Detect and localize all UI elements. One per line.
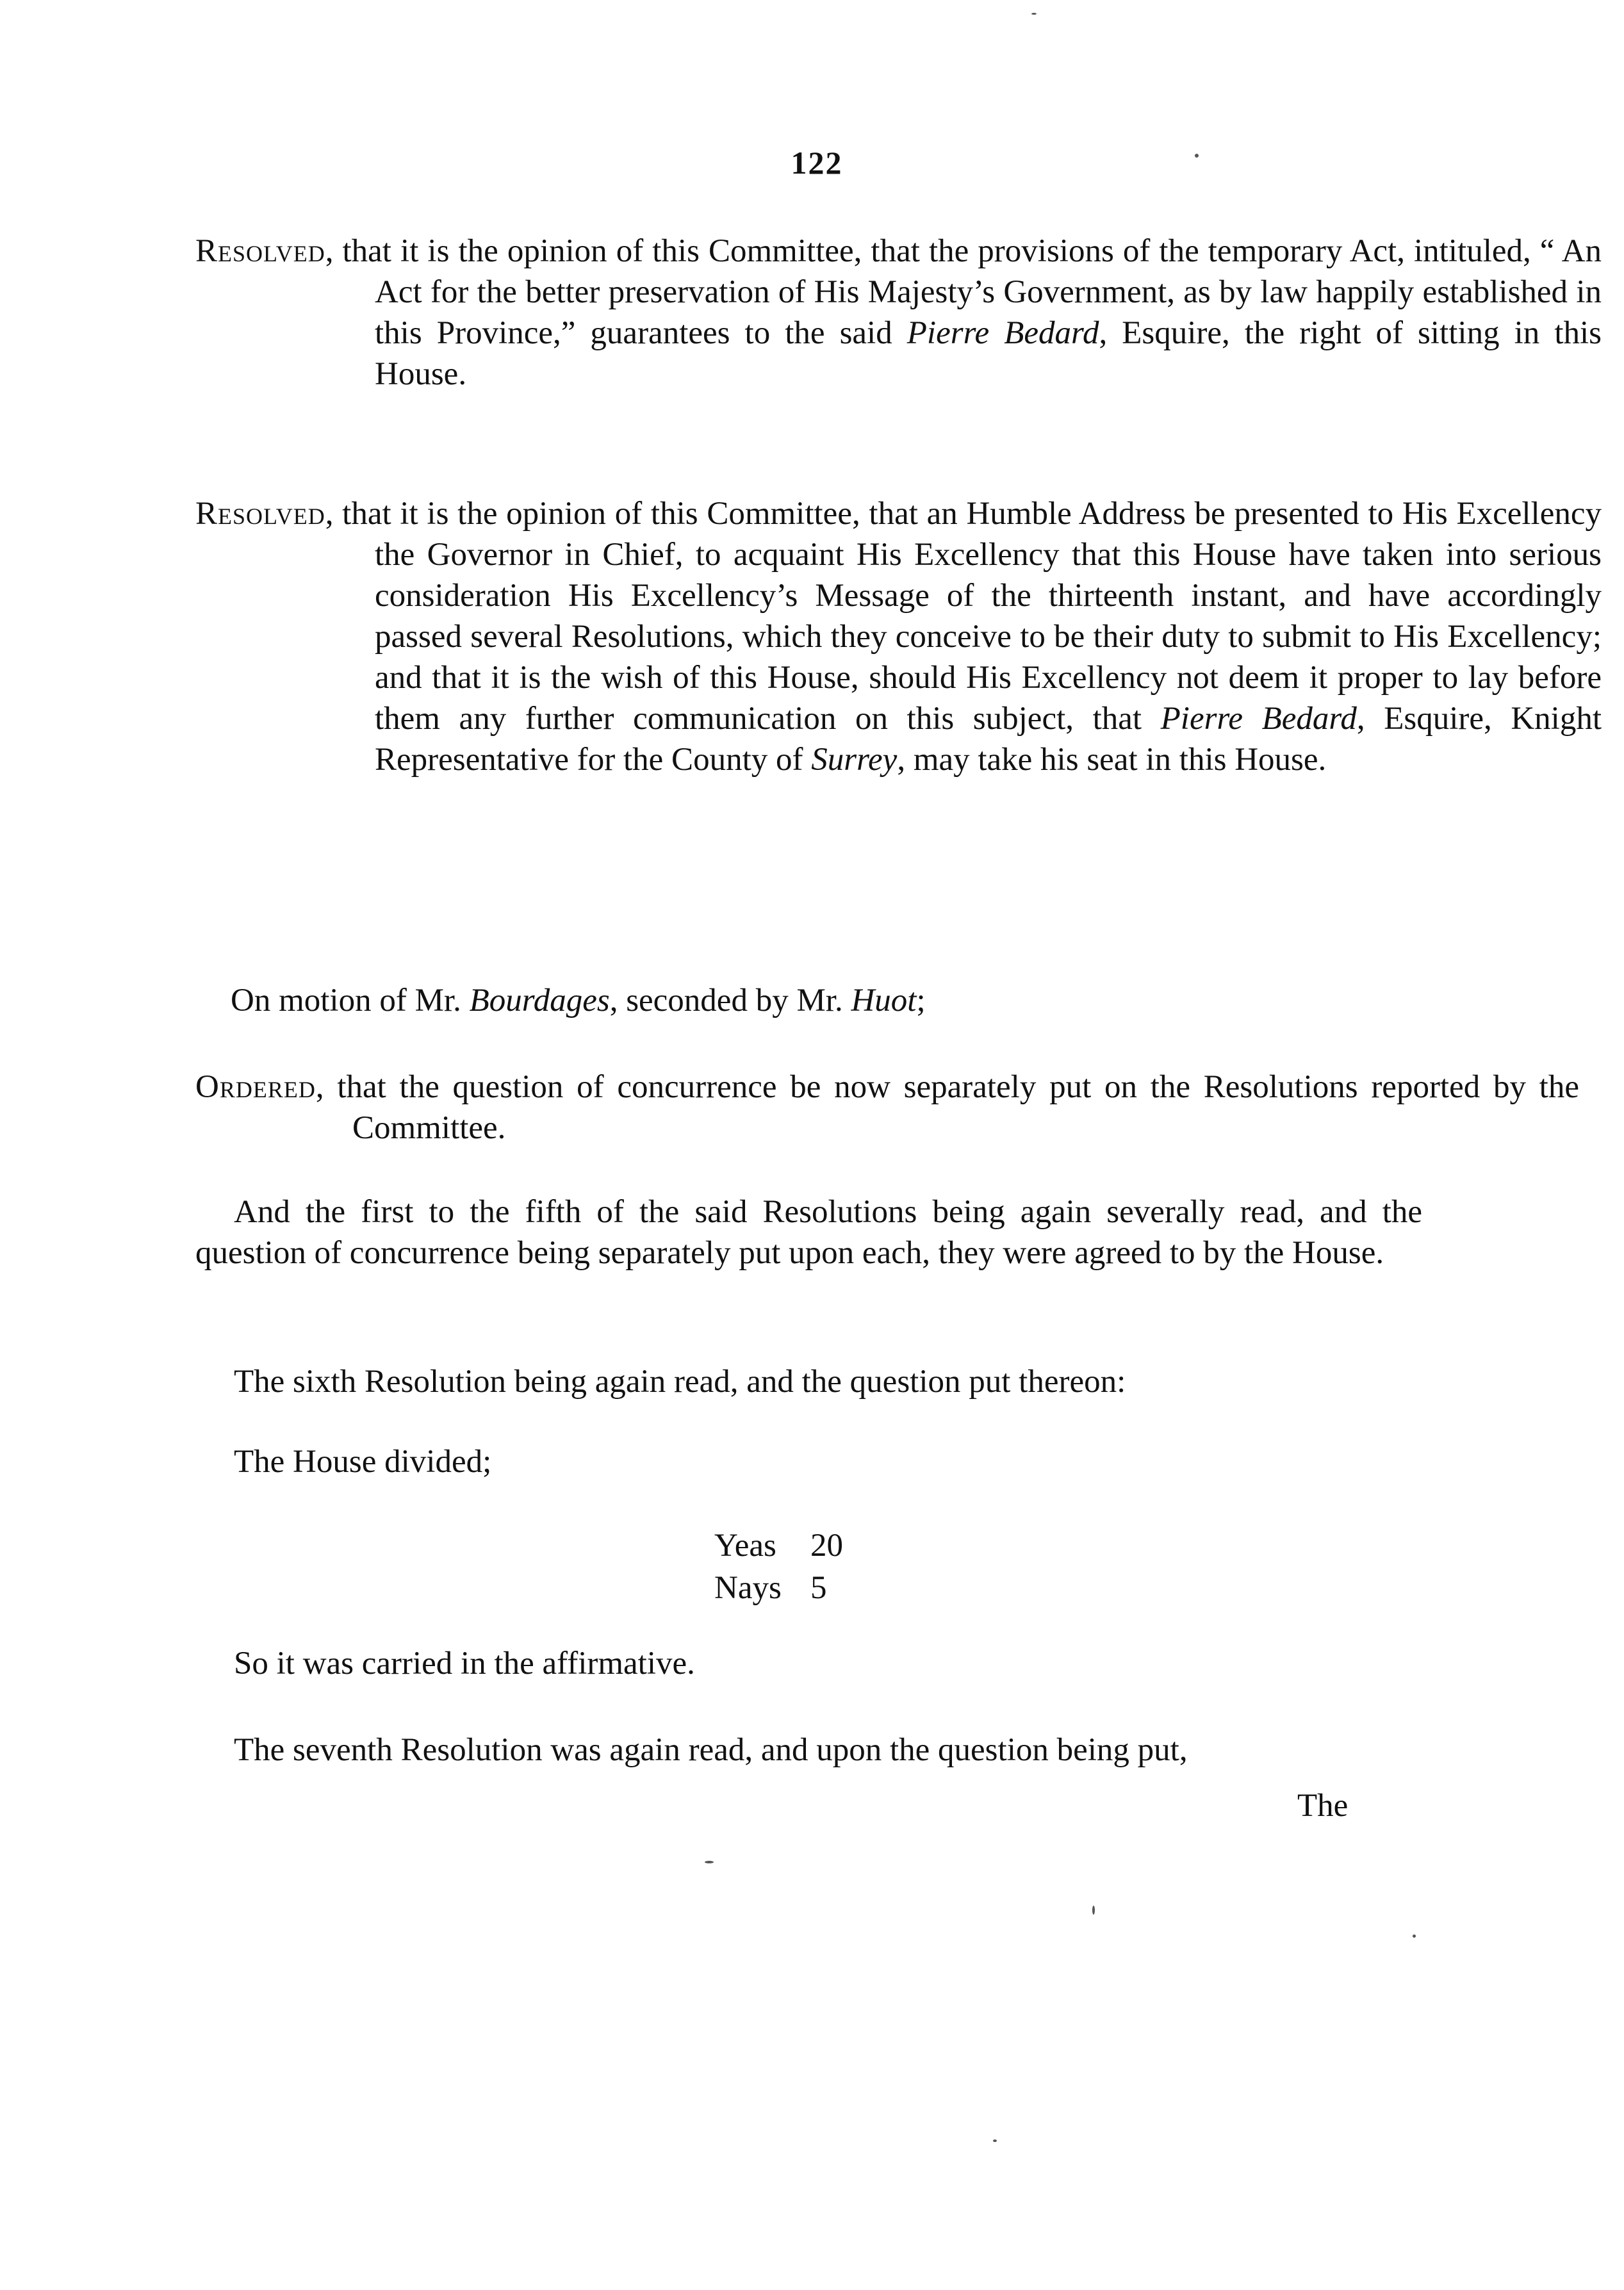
motion-seconder: Huot: [851, 983, 917, 1018]
motion-mover: Bourdages: [469, 983, 610, 1018]
scan-speck: [1413, 1934, 1416, 1938]
resolution-paragraph-1: [195, 231, 1602, 395]
resolution-2-name: Pierre Bedard: [1160, 701, 1357, 737]
scan-speck: [705, 1861, 714, 1863]
motion-text-b: , seconded by Mr.: [609, 983, 851, 1018]
resolution-2-county: Surrey: [811, 742, 898, 778]
nays-label: Nays: [714, 1570, 782, 1606]
first-to-fifth-paragraph: And the first to the fifth of the said Resolutions being again severally read, and the question of concurrence being separately put upon each, they were agreed to by the House.: [195, 1194, 1422, 1271]
motion-line: [231, 980, 1422, 1021]
nays-count: 5: [810, 1570, 827, 1606]
page-number: 122: [791, 145, 843, 181]
yeas-label: Yeas: [714, 1528, 776, 1564]
scan-speck: [1092, 1906, 1095, 1915]
nays-row: [714, 1567, 843, 1609]
resolution-2-text-a: , that it is the opinion of this Committee, that an Humble Address be presented to His Excellency the Governor in Chief, to acquaint His Excellency that this House have taken into serious consideration His Excellency’s Message of the thirteenth instant, and have accordingly passed several Resolutions, which they conceive to be their duty to submit to His Excellency; and that it is the wish of this House, should His Excellency not deem it proper to lay before them any further communication on this subject, that: [325, 496, 1602, 737]
resolution-1-text-b: , Esquire, the right of sitting in this House.: [375, 315, 1602, 392]
ordered-paragraph: [195, 1067, 1579, 1149]
resolution-1-text-a: , that it is the opinion of this Committee, that the provisions of the temporary Act, intituled, “ An Act for the better preservation of His Majesty’s Government, as by law happily established in this Province,” guarantees to the said: [325, 233, 1602, 351]
resolution-2-text-b: , Esquire, Knight Representative for the County of: [375, 701, 1602, 778]
house-divided-line: The House divided;: [234, 1444, 492, 1480]
seventh-resolution-paragraph: The seventh Resolution was again read, and upon the question being put,: [234, 1732, 1188, 1768]
resolution-2-text-c: , may take his seat in this House.: [897, 742, 1327, 778]
yeas-row: [714, 1525, 843, 1567]
scan-speck: [1031, 13, 1037, 15]
motion-text-a: On motion of Mr.: [231, 983, 470, 1018]
scan-speck: [1195, 154, 1199, 158]
ordered-label: Ordered: [195, 1069, 316, 1105]
carried-line: So it was carried in the affirmative.: [234, 1646, 695, 1681]
sixth-resolution-paragraph: The sixth Resolution being again read, and the question put thereon:: [234, 1364, 1126, 1400]
resolution-paragraph-2: [195, 493, 1602, 780]
vote-tally: [714, 1525, 843, 1609]
yeas-count: 20: [810, 1528, 843, 1564]
resolved-label: Resolved: [195, 496, 325, 532]
scan-speck: [993, 2139, 997, 2142]
resolution-1-name: Pierre Bedard: [906, 315, 1099, 351]
resolved-label: Resolved: [195, 233, 325, 269]
catchword: The: [1297, 1788, 1349, 1824]
motion-text-c: ;: [916, 983, 926, 1018]
ordered-text: , that the question of concurrence be now separately put on the Resolutions reported by the Committee.: [315, 1069, 1579, 1146]
